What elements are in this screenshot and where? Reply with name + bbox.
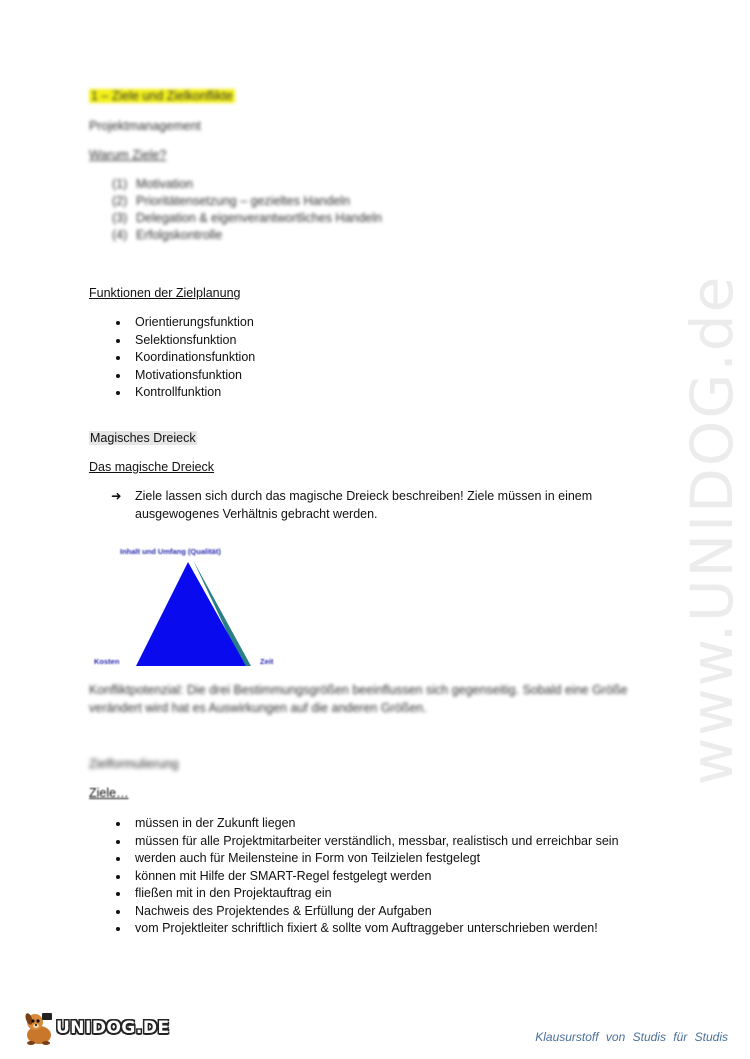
why-goals-heading: Warum Ziele? [89,148,167,162]
footer-tagline: Klausurstoff von Studis für Studis [535,1030,728,1044]
arrow-right-icon: ➜ [111,489,122,503]
subheader-project: Projektmanagement [89,119,201,133]
list-item: müssen für alle Projektmitarbeiter verständlich, messbar, realistisch und erreichbar sein [89,833,619,851]
why-goals-list [112,176,382,244]
magic-section-label: Magisches Dreieck [90,431,196,445]
list-item: vom Projektleiter schriftlich fixiert & sollte vom Auftraggeber unterschrieben werden! [89,920,619,938]
list-item: müssen in der Zukunft liegen [89,815,619,833]
functions-heading: Funktionen der Zielplanung [89,286,241,300]
functions-list [89,314,255,402]
list-item: Orientierungsfunktion [89,314,255,332]
list-item: (1) Motivation [112,177,193,191]
list-item: werden auch für Meilensteine in Form von Teilzielen festgelegt [89,850,619,868]
triangle-left-label: Kosten [94,657,120,666]
list-item: (3) Delegation & eigenverantwortliches Handeln [112,211,382,225]
conflict-paragraph: Konfliktpotenzial: Die drei Bestimmungsgrößen beeinflussen sich gegenseitig. Sobald eine Größe verändert wird hat es Auswirkungen auf die anderen Größen. [89,683,628,715]
watermark: www.UNIDOG.de [678,274,746,786]
magic-arrow-text: Ziele lassen sich durch das magische Dreieck beschreiben! Ziele müssen in einem ausgewogenes Verhältnis gebracht werden. [135,489,593,521]
list-item: (2) Prioritätensetzung – gezieltes Handeln [112,194,351,208]
magic-arrow-paragraph [89,488,635,523]
list-item: Motivationsfunktion [89,367,255,385]
list-item: Kontrollfunktion [89,384,255,402]
unidog-logo[interactable] [22,1010,170,1046]
magic-heading: Das magische Dreieck [89,460,215,474]
list-item: (4) Erfolgskontrolle [112,228,223,242]
formulation-heading: Ziele… [89,786,129,800]
triangle-right-label: Zeit [260,657,274,666]
list-item: fließen mit in den Projektauftrag ein [89,885,619,903]
magic-triangle-diagram [88,540,288,672]
logo-text: UNIDOG.DE [56,1018,170,1038]
section-header-text: 1 – Ziele und Zielkonflikte [91,89,233,103]
triangle-shape [136,562,246,666]
list-item: Nachweis des Projektendes & Erfüllung der Aufgaben [89,903,619,921]
section-header [89,89,235,103]
list-item: können mit Hilfe der SMART-Regel festgelegt werden [89,868,619,886]
formulation-list [89,815,619,938]
dog-mascot-icon [22,1010,56,1046]
list-item: Koordinationsfunktion [89,349,255,367]
list-item: Selektionsfunktion [89,332,255,350]
triangle-top-label: Inhalt und Umfang (Qualität) [120,547,221,556]
formulation-section-label: Zielformulierung [89,757,179,771]
